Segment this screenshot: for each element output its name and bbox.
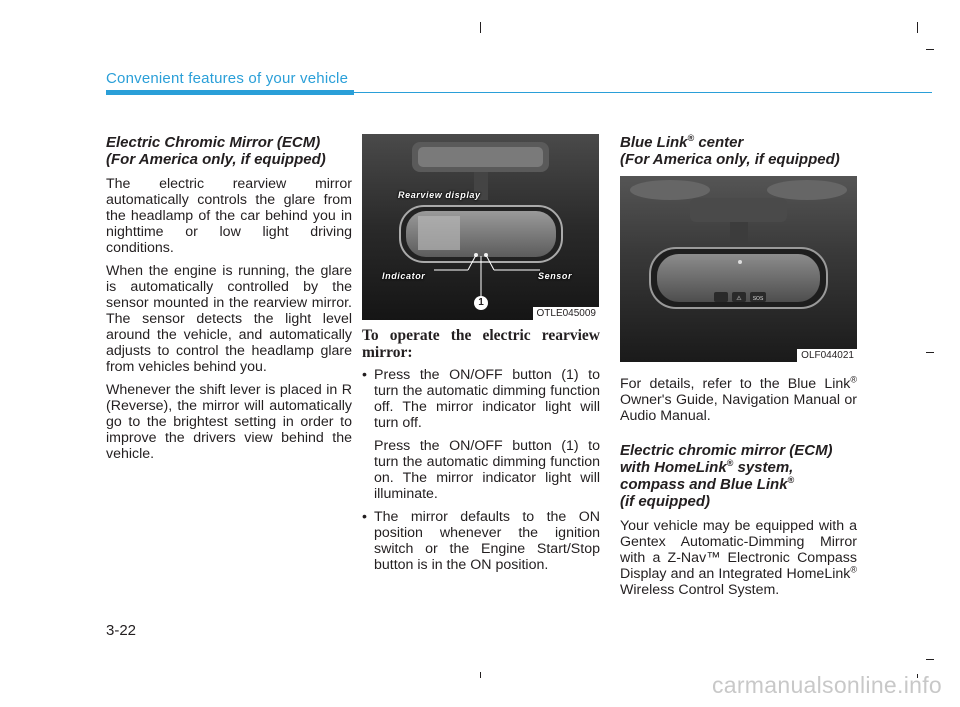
bullet-paragraph: • The mirror defaults to the ON position whenever the ignition switch or the Engine Start/Stop button is in the ON position. xyxy=(374,509,600,573)
column-ecm xyxy=(106,134,352,469)
rearview-mirror-illustration xyxy=(362,134,599,320)
crop-mark xyxy=(926,49,934,50)
blue-link-heading: Blue Link® center (For America only, if equipped) xyxy=(620,133,840,168)
page-number: 3-22 xyxy=(106,622,137,639)
rearview-mirror-figure xyxy=(362,134,599,320)
callout-number: 1 xyxy=(474,296,488,310)
label-indicator: Indicator xyxy=(382,271,426,281)
crop-mark xyxy=(480,22,481,33)
figure-code: OTLE045009 xyxy=(533,307,600,320)
sos-button-label: SOS xyxy=(752,296,764,302)
crop-mark xyxy=(917,22,918,33)
list-item xyxy=(362,367,600,502)
blue-link-paragraph: For details, refer to the Blue Link® Owner's Guide, Navigation Manual or Audio Manual. xyxy=(620,374,857,424)
blue-link-mirror-illustration xyxy=(620,176,857,362)
blue-link-mirror-figure xyxy=(620,176,857,362)
label-rearview-display: Rearview display xyxy=(398,190,481,200)
ecm-paragraph-1: The electric rearview mirror automatically controls the glare from the headlamp of the car behind you in nighttime or low light driving conditions. xyxy=(106,176,352,256)
svg-text:⚠: ⚠ xyxy=(736,295,742,302)
column-operate-mirror xyxy=(362,327,600,580)
crop-mark xyxy=(480,672,481,678)
homelink-paragraph: Your vehicle may be equipped with a Gentex Automatic-Dimming Mirror with a Z-Nav™ Electronic Compass Display and an Integrated HomeLink® Wireless Control System. xyxy=(620,518,857,598)
header-bar xyxy=(106,90,354,95)
operate-mirror-list xyxy=(362,367,600,573)
bullet-paragraph: Press the ON/OFF button (1) to turn the automatic dimming function on. The mirror indicator light will illuminate. xyxy=(374,438,600,502)
bullet-paragraph: • Press the ON/OFF button (1) to turn the automatic dimming function off. The mirror indicator light will turn off. xyxy=(374,367,600,431)
header-rule xyxy=(354,92,932,93)
crop-mark xyxy=(926,659,934,660)
ecm-paragraph-3: Whenever the shift lever is placed in R (Reverse), the mirror will automatically go to the brightest setting in order to improve the drivers view behind the vehicle. xyxy=(106,382,352,462)
ecm-heading: Electric Chromic Mirror (ECM) (For America only, if equipped) xyxy=(106,134,326,168)
figure-code: OLF044021 xyxy=(797,349,857,362)
list-item xyxy=(362,509,600,573)
ecm-paragraph-2: When the engine is running, the glare is automatically controlled by the sensor mounted in the rearview mirror. The sensor detects the light level around the vehicle, and automatically adjusts to control the headlamp glare from vehicles behind you. xyxy=(106,263,352,375)
label-sensor: Sensor xyxy=(538,271,573,281)
section-header-title: Convenient features of your vehicle xyxy=(106,70,349,87)
ecm-homelink-heading: Electric chromic mirror (ECM) with HomeLink® system, compass and Blue Link® (if equipped) xyxy=(620,442,833,510)
watermark: carmanualsonline.info xyxy=(711,672,942,698)
crop-mark xyxy=(926,352,934,353)
operate-mirror-subheading: To operate the electric rearview mirror: xyxy=(362,327,600,361)
